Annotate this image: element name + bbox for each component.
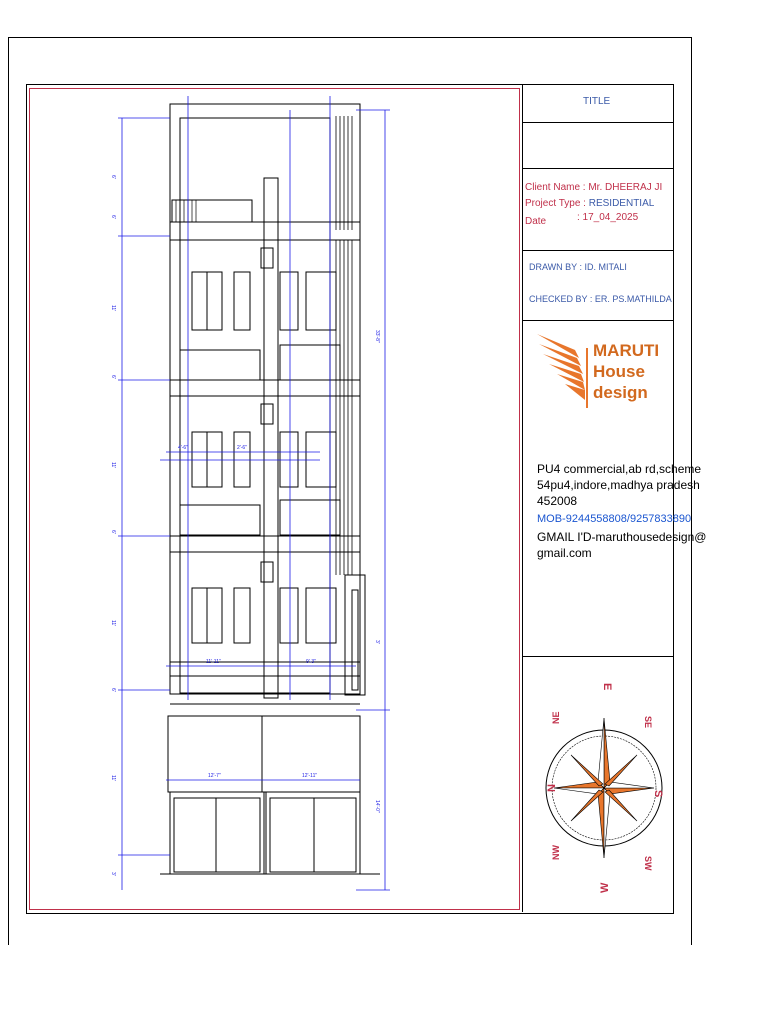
svg-text:3': 3' [374, 640, 380, 644]
gmail-line2: gmail.com [537, 546, 592, 560]
client-info-row [523, 168, 673, 251]
floor-width-left-dimension: 11'-11" [206, 659, 221, 665]
right-total-dimension: 33'-8" [374, 330, 380, 343]
project-type [525, 198, 654, 209]
client-name: Client Name : Mr. DHEERAJ JI [525, 182, 663, 193]
logo-line2: House design [593, 362, 648, 402]
title-label: TITLE [583, 96, 611, 107]
svg-text:11': 11' [110, 305, 116, 312]
shop-right-dimension: 12'-11" [302, 773, 318, 779]
mobile-number: MOB-9244558808/9257833890 [537, 513, 692, 525]
window-mid-dimension: 4'-6" [178, 445, 188, 451]
gmail-line1: GMAIL I'D-maruthousedesign@ [537, 530, 707, 544]
address-line2: 54pu4,indore,madhya pradesh [537, 478, 700, 492]
date-value: : 17_04_2025 [577, 212, 639, 223]
svg-text:6': 6' [110, 215, 116, 219]
logo-line1: MARUTI [593, 341, 660, 360]
title-row [523, 84, 673, 123]
compass-e-label: E [601, 683, 613, 691]
svg-text:6': 6' [110, 688, 116, 692]
shop-left-dimension: 12'-7" [208, 773, 221, 779]
compass-sw-label: SW [643, 856, 653, 871]
svg-text:11': 11' [110, 462, 116, 469]
svg-text:11': 11' [110, 620, 116, 627]
checked-by: CHECKED BY : ER. PS.MATHILDA [529, 294, 672, 304]
drawn-checked-row [523, 250, 673, 321]
compass-w-label: W [599, 882, 611, 893]
address-line3: 452008 [537, 494, 578, 508]
compass-n-label: N [546, 784, 558, 792]
svg-text:6': 6' [110, 530, 116, 534]
floor-width-right-dimension: 9'-3" [306, 659, 316, 665]
svg-text:6': 6' [110, 175, 116, 179]
svg-text:6': 6' [110, 375, 116, 379]
right-ground-dimension: 14'-0" [374, 800, 380, 813]
address-line1: PU4 commercial,ab rd,scheme [537, 462, 702, 476]
window-mid2-dimension: 2'-6" [237, 445, 247, 451]
project-type-value: RESIDENTIAL [588, 198, 655, 209]
compass-se-label: SE [643, 716, 653, 729]
wing-logo-icon [535, 328, 591, 408]
logo-address-row [523, 320, 707, 657]
compass-s-label: S [652, 790, 664, 798]
project-type-label: Project Type : [525, 198, 589, 209]
compass-ne-label: NE [551, 711, 561, 724]
compass-nw-label: NW [551, 845, 561, 860]
drawn-by: DRAWN BY : ID. MITALI [529, 262, 627, 272]
title-empty-row [523, 122, 673, 169]
svg-text:3': 3' [110, 872, 116, 876]
svg-text:11': 11' [110, 775, 116, 782]
logo-title [593, 340, 673, 403]
title-block [522, 84, 707, 912]
date-label: Date [525, 216, 547, 227]
compass-rose-icon [541, 680, 667, 896]
